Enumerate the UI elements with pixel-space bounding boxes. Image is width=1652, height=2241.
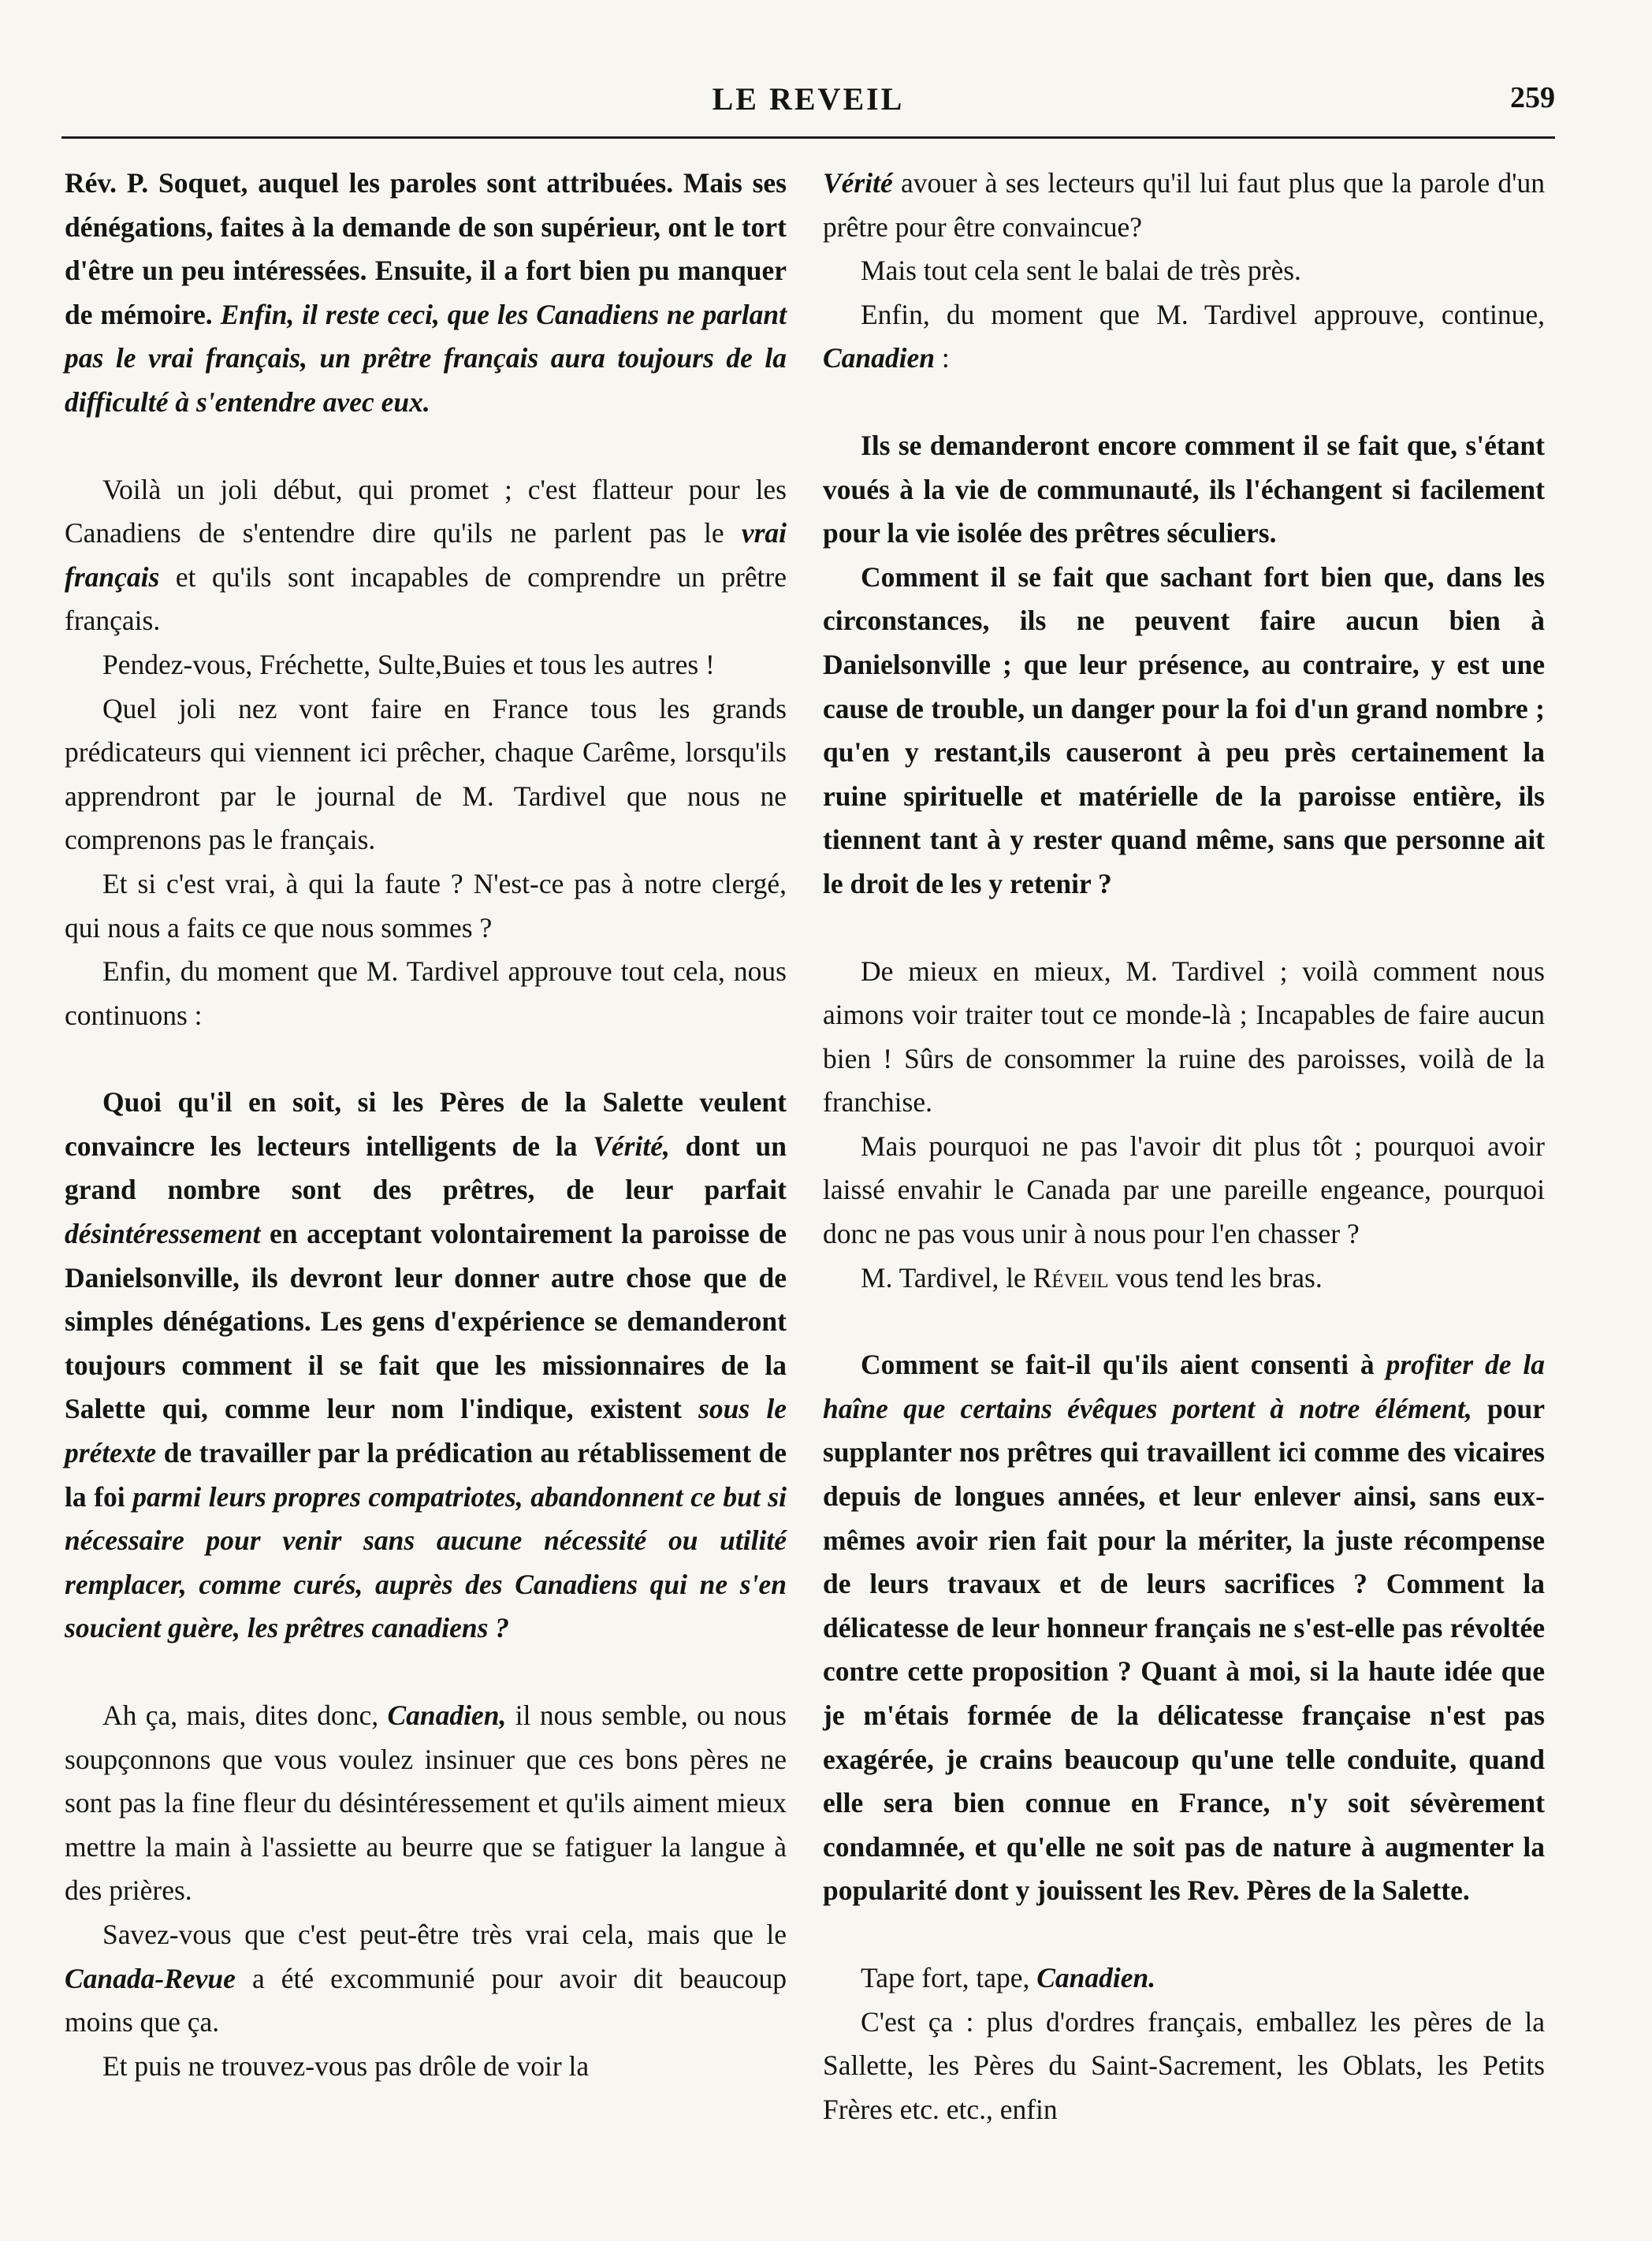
text-run: Mais tout cela sent le balai de très près. bbox=[861, 255, 1301, 287]
text-run: Voilà un joli début, qui promet ; c'est flatteur pour les Canadiens de s'entendre dire qu'ils ne parlent pas le bbox=[65, 473, 787, 549]
italic-text: désintéressement bbox=[65, 1218, 261, 1250]
paragraph bbox=[65, 950, 787, 1037]
text-run: en acceptant volontairement la paroisse de Danielsonville, ils devront leur donner autre chose que de simples dénégations. Les gens d'expérience se demanderont toujours comment il se fait que les missionnaires de la Salette qui, comme leur nom l'indique, existent bbox=[65, 1218, 787, 1425]
paragraph bbox=[823, 950, 1545, 1125]
paragraph bbox=[65, 2045, 787, 2089]
text-run: pour supplanter nos prêtres qui travaillent ici comme des vicaires depuis de longues années, et leur enlever ainsi, sans eux-mêmes avoir rien fait pour la mériter, la juste récompense de leurs travaux et de leurs sacrifices ? Comment la délicatesse de leur honneur français ne s'est-elle pas révoltée contre cette proposition ? Quant à moi, si la haute idée que je m'étais formée de la délicatesse française n'est pas exagérée, je crains beaucoup qu'une telle conduite, quand elle sera bien connue en France, n'y soit sévèrement condamnée, et qu'elle ne soit pas de nature à augmenter la popularité dont y jouissent les Rev. Pères de la Salette. bbox=[823, 1392, 1545, 1907]
paragraph bbox=[823, 1125, 1545, 1256]
text-run: : bbox=[935, 342, 950, 374]
italic-text: Canadien. bbox=[1036, 1961, 1156, 1993]
italic-text: parmi leurs propres compatriotes, abandonnent ce but si nécessaire pour venir sans aucune nécessité ou utilité remplacer, comme curés, auprès des Canadiens qui ne s'en soucient guère, les prêtres canadiens ? bbox=[65, 1480, 787, 1644]
italic-text: Vérité bbox=[823, 167, 893, 199]
text-run: vous tend les bras. bbox=[1108, 1261, 1323, 1294]
page-number: 259 bbox=[1510, 81, 1555, 114]
text-run: Comment il se fait que sachant fort bien que, dans les circonstances, ils ne peuvent faire aucun bien à Danielsonville ; que leur présence, au contraire, y est une cause de trouble, un danger pour la foi d'un grand nombre ; qu'en y restant,ils causeront à peu près certainement la ruine spirituelle et matérielle de la paroisse entière, ils tiennent tant à y rester quand même, sans que personne ait le droit de les y retenir ? bbox=[823, 560, 1545, 899]
text-run: de travailler par la prédication au rétablissement de la foi bbox=[65, 1437, 787, 1513]
page-header bbox=[61, 76, 1555, 131]
text-run: C'est ça : plus d'ordres français, emballez les pères de la Sallette, les Pères du Saint-Sacrement, les Oblats, les Petits Frères etc. etc., enfin bbox=[823, 2005, 1545, 2125]
quoted-paragraph bbox=[823, 424, 1545, 556]
text-run: et qu'ils sont incapables de comprendre un prêtre français. bbox=[65, 560, 787, 637]
italic-text: Canadien bbox=[823, 342, 936, 374]
text-run: Ils se demanderont encore comment il se fait que, s'étant voués à la vie de communauté, ils l'échangent si facilement pour la vie isolée des prêtres séculiers. bbox=[823, 429, 1545, 549]
running-title: LE REVEIL bbox=[712, 81, 905, 117]
italic-text: sous le prétexte bbox=[65, 1393, 787, 1469]
text-run: Réveil bbox=[1032, 1261, 1109, 1294]
text-run: Enfin, du moment que M. Tardivel approuve, continue, bbox=[861, 298, 1545, 330]
paragraph bbox=[65, 643, 787, 687]
paragraph bbox=[823, 249, 1545, 293]
text-run: Comment se fait-il qu'ils aient consenti à bbox=[861, 1349, 1386, 1381]
paragraph bbox=[823, 2001, 1545, 2132]
paragraph bbox=[65, 468, 787, 643]
italic-text: Canadien, bbox=[387, 1699, 507, 1731]
text-run: Quel joli nez vont faire en France tous les grands prédicateurs qui viennent ici prêcher, chaque Carême, lorsqu'ils apprendront par le journal de M. Tardivel que nous ne comprenons pas le français. bbox=[65, 692, 787, 856]
italic-text: vrai français bbox=[65, 517, 787, 593]
text-run: M. Tardivel, le bbox=[861, 1261, 1033, 1294]
paragraph bbox=[823, 1956, 1545, 2001]
text-run: il nous semble, ou nous soupçonnons que vous voulez insinuer que ces bons pères ne sont pas la fine fleur du désintéressement et qu'ils aiment mieux mettre la main à l'assiette au beurre que se fatiguer la langue à des prières. bbox=[65, 1699, 787, 1907]
text-run: Pendez-vous, Fréchette, Sulte,Buies et tous les autres ! bbox=[102, 648, 715, 680]
text-run: avouer à ses lecteurs qu'il lui faut plus que la parole d'un prêtre pour être convaincue? bbox=[823, 167, 1545, 243]
text-run: dont un grand nombre sont des prêtres, de leur parfait bbox=[65, 1130, 787, 1206]
text-run: Quoi qu'il en soit, si les Pères de la Salette veulent convaincre les lecteurs intelligents de la bbox=[65, 1086, 787, 1162]
text-run: Tape fort, tape, bbox=[861, 1961, 1037, 1993]
italic-text: profiter de la haîne que certains évêques portent à notre élément, bbox=[823, 1349, 1545, 1424]
italic-text: Vérité, bbox=[593, 1130, 670, 1162]
paragraph bbox=[65, 862, 787, 950]
text-run: Savez-vous que c'est peut-être très vrai cela, mais que le bbox=[102, 1918, 787, 1950]
quoted-paragraph bbox=[823, 1343, 1545, 1913]
quoted-paragraph bbox=[65, 162, 787, 425]
text-run: a été excommunié pour avoir dit beaucoup moins que ça. bbox=[65, 1962, 787, 2038]
paragraph bbox=[823, 293, 1545, 381]
quoted-paragraph bbox=[65, 1081, 787, 1651]
text-run: De mieux en mieux, M. Tardivel ; voilà comment nous aimons voir traiter tout ce monde-là ; Incapables de faire aucun bien ! Sûrs de consommer la ruine des paroisses, voilà de la franchise. bbox=[823, 955, 1545, 1119]
paragraph bbox=[65, 1913, 787, 2045]
text-run: Mais pourquoi ne pas l'avoir dit plus tôt ; pourquoi avoir laissé envahir le Canada par une pareille engeance, pourquoi donc ne pas vous unir à nous pour l'en chasser ? bbox=[823, 1130, 1545, 1250]
header-rule bbox=[61, 136, 1555, 139]
text-run: Et si c'est vrai, à qui la faute ? N'est-ce pas à notre clergé, qui nous a faits ce que nous sommes ? bbox=[65, 867, 787, 944]
paragraph bbox=[823, 1256, 1545, 1301]
text-run: Ah ça, mais, dites donc, bbox=[102, 1699, 388, 1731]
text-run: Et puis ne trouvez-vous pas drôle de voir la bbox=[102, 2049, 590, 2082]
paragraph bbox=[823, 162, 1545, 249]
italic-text: Enfin, il reste ceci, que les Canadiens ne parlant pas le vrai français, un prêtre français aura toujours de la difficulté à s'entendre avec eux. bbox=[65, 298, 787, 418]
text-run: Enfin, du moment que M. Tardivel approuve tout cela, nous continuons : bbox=[65, 955, 787, 1031]
text-run: Rév. P. Soquet, auquel les paroles sont attribuées. Mais ses dénégations, faites à la demande de son supérieur, ont le tort d'être un peu intéressées. Ensuite, il a fort bien pu manquer de mémoire. bbox=[65, 167, 787, 330]
right-column bbox=[823, 162, 1545, 2131]
left-column bbox=[65, 162, 787, 2088]
paragraph bbox=[65, 687, 787, 862]
italic-text: Canada-Revue bbox=[65, 1962, 236, 1994]
quoted-paragraph bbox=[823, 556, 1545, 906]
paragraph bbox=[65, 1694, 787, 1913]
